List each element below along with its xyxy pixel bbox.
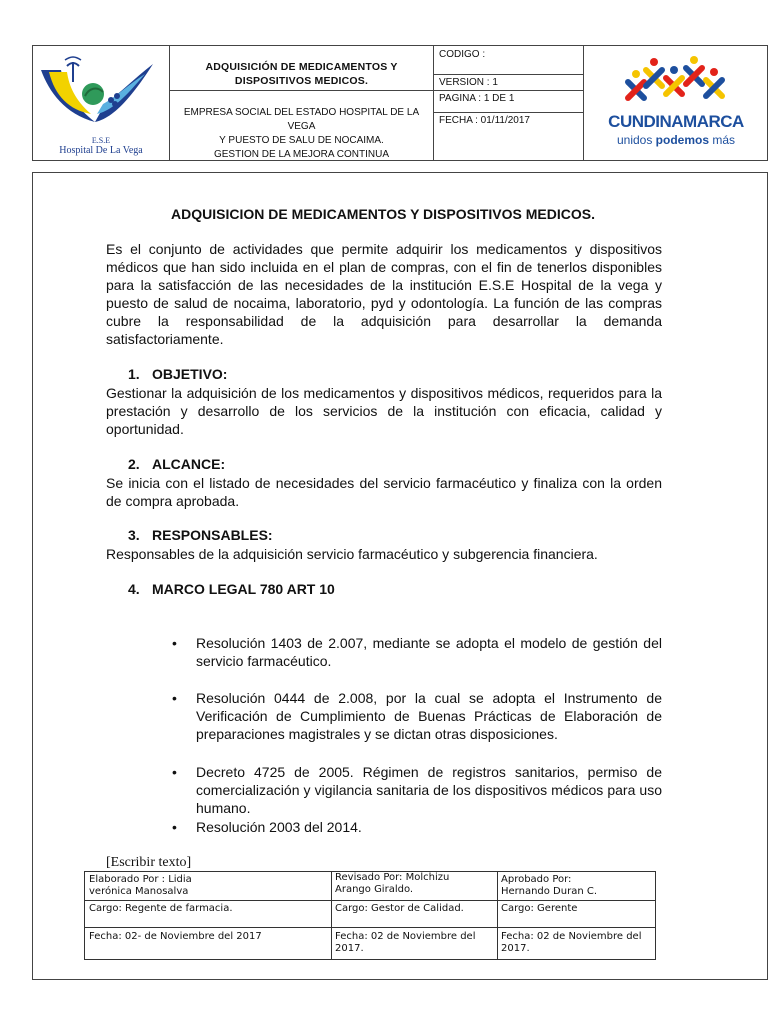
header-version: VERSION : 1 <box>439 77 498 88</box>
placeholder-text[interactable]: [Escribir texto] <box>106 855 192 870</box>
header-pagina: PAGINA : 1 DE 1 <box>439 93 515 104</box>
signature-table <box>84 871 656 960</box>
cundinamarca-emblem-icon <box>588 52 764 110</box>
document-title: ADQUISICION DE MEDICAMENTOS Y DISPOSITIVOS MEDICOS. <box>171 206 595 222</box>
revisado-cell: Revisado Por: Molchizu Arango Giraldo. <box>335 872 450 895</box>
section-text-responsables: Responsables de la adquisición servicio farmacéutico y subgerencia financiera. <box>106 546 598 562</box>
header-title-line1: ADQUISICIÓN DE MEDICAMENTOS Y <box>205 61 398 73</box>
legal-list-item-text: Resolución 0444 de 2.008, por la cual se adopta el Instrumento de Verificación de Cumplimiento de Buenas Prácticas de Elaboración de preparaciones magistrales y se dictan otras disposiciones. <box>196 690 662 742</box>
section-heading-responsables: 3. RESPONSABLES: <box>128 527 273 543</box>
header-fecha: FECHA : 01/11/2017 <box>439 115 530 126</box>
document-header <box>32 45 768 161</box>
section-text-objetivo: Gestionar la adquisición de los medicamentos y dispositivos médicos, requeridos para la prestación y desarrollo de los servicios de la institución con eficacia, calidad y oportunidad. <box>106 385 662 437</box>
header-codigo: CODIGO : <box>439 49 486 60</box>
cargo-gerente-cell: Cargo: Gerente <box>501 903 578 914</box>
fecha-revisado-cell: Fecha: 02 de Noviembre del 2017. <box>335 931 476 954</box>
cundinamarca-logo <box>588 52 764 156</box>
bullet-icon: • <box>172 635 177 651</box>
header-title <box>170 60 433 88</box>
header-subtitle <box>170 106 433 162</box>
section-heading-marco-legal: 4. MARCO LEGAL 780 ART 10 <box>128 581 335 597</box>
cundinamarca-slogan: unidos podemos más <box>616 133 736 147</box>
hospital-logo-caption-ese: E.S.E <box>91 136 111 145</box>
bullet-icon: • <box>172 819 177 835</box>
cundinamarca-wordmark: CUNDINAMARCA <box>608 112 744 131</box>
header-subtitle-line3: Y PUESTO DE SALU DE NOCAIMA. <box>219 135 384 146</box>
fecha-aprobado-cell: Fecha: 02 de Noviembre del 2017. <box>501 931 642 954</box>
cargo-regente-cell: Cargo: Regente de farmacia. <box>89 903 233 914</box>
elaborado-cell: Elaborado Por : Lidia verónica Manosalva <box>89 874 192 897</box>
hospital-logo-caption-name: Hospital De La Vega <box>59 145 143 156</box>
hospital-logo <box>35 52 167 156</box>
header-subtitle-line2: VEGA <box>287 121 316 132</box>
section-heading-objetivo: 1. OBJETIVO: <box>128 366 228 382</box>
legal-list-item-text: Resolución 2003 del 2014. <box>196 819 362 835</box>
bullet-icon: • <box>172 690 177 706</box>
fecha-elaborado-cell: Fecha: 02- de Noviembre del 2017 <box>89 931 262 942</box>
header-subtitle-line1: EMPRESA SOCIAL DEL ESTADO HOSPITAL DE LA <box>183 107 420 118</box>
intro-paragraph: Es el conjunto de actividades que permite adquirir los medicamentos y dispositivos médicos que han sido incluida en el plan de compras, con el fin de tenerlos disponibles para la satisfacción de las necesidades de la institución E.S.E Hospital de la vega y puesto de salud de nocaima, laboratorio, pyd y odontología. La función de las compras cubre la responsabilidad de la adquisición para desarrollar la demanda satisfactoriamente. <box>106 241 662 347</box>
header-title-line2: DISPOSITIVOS MEDICOS. <box>234 75 369 87</box>
hospital-emblem-icon <box>35 52 167 136</box>
cargo-gestor-cell: Cargo: Gestor de Calidad. <box>335 903 464 914</box>
section-text-alcance: Se inicia con el listado de necesidades del servicio farmacéutico y finaliza con la orden de compra aprobada. <box>106 475 662 509</box>
legal-list-item-text: Decreto 4725 de 2005. Régimen de registros sanitarios, permiso de comercialización y vigilancia sanitaria de los dispositivos médicos para uso humano. <box>196 764 662 816</box>
section-heading-alcance: 2. ALCANCE: <box>128 456 226 472</box>
bullet-icon: • <box>172 764 177 780</box>
header-subtitle-line4: GESTION DE LA MEJORA CONTINUA <box>213 149 390 160</box>
aprobado-cell: Aprobado Por: Hernando Duran C. <box>501 874 598 897</box>
legal-list-item-text: Resolución 1403 de 2.007, mediante se adopta el modelo de gestión del servicio farmacéutico. <box>196 635 662 669</box>
